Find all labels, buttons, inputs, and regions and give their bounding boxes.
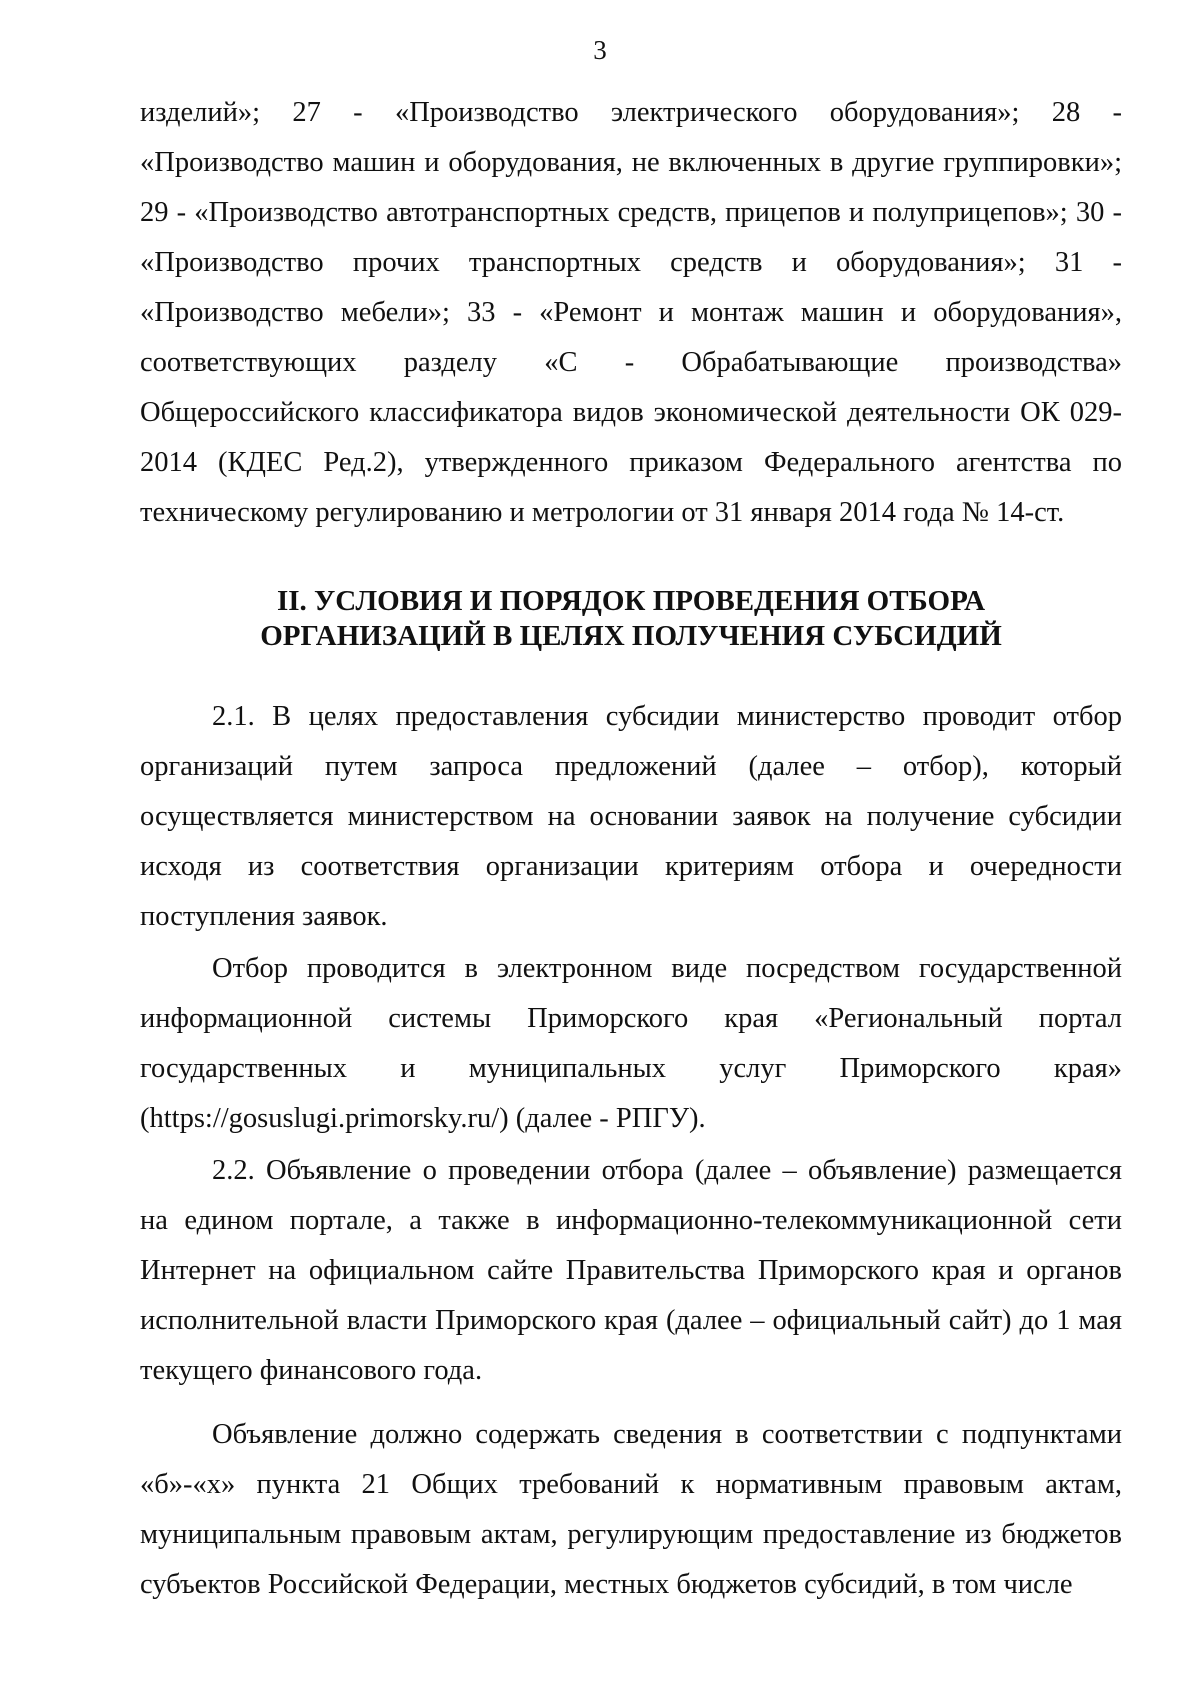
paragraph-2-2: 2.2. Объявление о проведении отбора (далее – объявление) размещается на едином портале, а также в информационно-телекоммуникационной сети Интернет на официальном сайте Правительства Приморского края и органов исполнительной власти Приморского края (далее – официальный сайт) до 1 мая текущего финансового года. <box>140 1155 1122 1386</box>
document-body <box>140 88 1122 1610</box>
paragraph-2-1: 2.1. В целях предоставления субсидии министерство проводит отбор организаций путем запроса предложений (далее – отбор), который осуществляется министерством на основании заявок на получение субсидии исходя из соответствия организации критериям отбора и очередности поступления заявок. <box>140 701 1122 932</box>
section-heading-line-2: ОРГАНИЗАЦИЙ В ЦЕЛЯХ ПОЛУЧЕНИЯ СУБСИДИЙ <box>260 620 1002 652</box>
paragraph-announcement-contents: Объявление должно содержать сведения в соответствии с подпунктами «б»-«х» пункта 21 Общих требований к нормативным правовым актам, муниципальным правовым актам, регулирующим предоставление из бюджетов субъектов Российской Федерации, местных бюджетов субсидий, в том числе <box>140 1419 1122 1600</box>
section-heading <box>140 584 1122 654</box>
intro-paragraph: изделий»; 27 - «Производство электрического оборудования»; 28 - «Производство машин и оборудования, не включенных в другие группировки»; 29 - «Производство автотранспортных средств, прицепов и полуприцепов»; 30 - «Производство прочих транспортных средств и оборудования»; 31 - «Производство мебели»; 33 - «Ремонт и монтаж машин и оборудования», соответствующих разделу «С - Обрабатывающие производства» Общероссийского классификатора видов экономической деятельности ОК 029-2014 (КДЕС Ред.2), утвержденного приказом Федерального агентства по техническому регулированию и метрологии от 31 января 2014 года № 14-ст. <box>140 97 1122 528</box>
section-heading-line-1: II. УСЛОВИЯ И ПОРЯДОК ПРОВЕДЕНИЯ ОТБОРА <box>276 585 986 617</box>
page-number: 3 <box>593 35 607 65</box>
paragraph-selection-method: Отбор проводится в электронном виде посредством государственной информационной системы Приморского края «Региональный портал государственных и муниципальных услуг Приморского края» (https://gosuslugi.primorsky.ru/) (далее - РПГУ). <box>140 953 1122 1134</box>
